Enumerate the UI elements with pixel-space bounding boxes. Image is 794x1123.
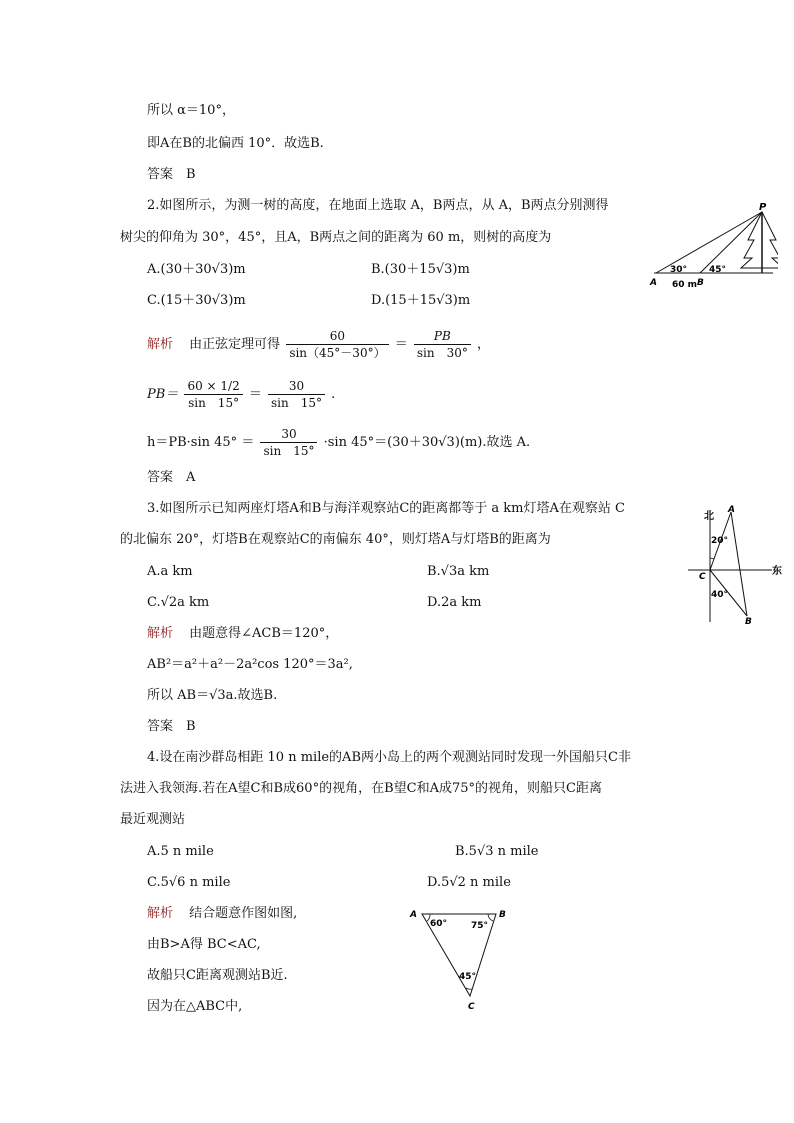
q4-option-d: D.5√2 n mile [427,875,511,890]
label-B: B [745,617,752,627]
label-C: C [468,1002,475,1012]
q2-option-d: D.(15＋15√3)m [371,293,471,308]
q2-solution-row-1: 解析 由正弦定理可得 $\frac{60}{\sin(45^\circ-30^\circ)}$ ＝ $\frac{PB}{\sin 30^\circ}$ ， [147,329,491,360]
q4-solution-row-3: 故船只C距离观测站B近. [147,968,288,983]
fraction: $\frac{60 \times 1/2}{\sin 15^\circ}$ [184,378,242,411]
angle-40: 40° [711,590,729,600]
q3-option-d: D.2a km [427,595,482,610]
label-B: B [697,278,704,288]
q2-option-a: A.(30＋30√3)m [147,262,246,277]
angle-45: 45° [459,972,477,982]
q3-option-a: A.a km [147,564,193,579]
q3-solution-row-1: 解析 由题意得∠ACB＝120°， [147,626,339,641]
line-alpha: 所以 α＝10°， [147,103,235,118]
q3-stem-1: 3.如图所示已知两座灯塔A和B与海洋观察站C的距离都等于 a km灯塔A在观察站 C [147,501,625,516]
q3-solution-row-2: AB²＝a²＋a²－2a²cos 120°＝3a², [147,657,353,672]
q3-stem-2: 的北偏东 20°，灯塔B在观察站C的南偏东 40°，则灯塔A与灯塔B的距离为 [120,532,551,547]
answer-2: 答案 A [147,470,196,485]
q4-stem-3: 最近观测站 [120,812,186,827]
label-P: P [759,202,767,213]
q2-solution-row-2: PB＝ $\frac{60 \times 1/2}{\sin 15^\circ}$ ＝ $\frac{30}{\sin 15^\circ}$ . [147,379,336,410]
q2-solution-row-3: h＝PB·sin 45° ＝ $\frac{30}{\sin 15^\circ}$ ·sin 45°＝(30＋30√3)(m).故选 A. [147,427,531,458]
angle-30: 30° [670,265,688,275]
solution-label: 解析 [147,337,174,352]
north-label: 北 [704,511,714,522]
q4-solution-row-1: 解析 结合题意作图如图, [147,906,298,921]
solution-label: 解析 [147,906,174,921]
triangle-figure [404,904,514,1014]
fraction: $\frac{30}{\sin 15^\circ}$ [268,378,325,411]
q4-option-a: A.5 n mile [147,844,214,859]
q2-stem-2: 树尖的仰角为 30°，45°，且A，B两点之间的距离为 60 m，则树的高度为 [120,230,552,245]
angle-45: 45° [709,265,727,275]
line-conclusion: 即A在B的北偏西 10°．故选B. [147,136,324,151]
q4-solution-row-2: 由B>A得 BC<AC, [147,937,261,952]
east-label: 东 [772,566,782,577]
q4-stem-1: 4.设在南沙群岛相距 10 n mile的AB两小岛上的两个观测站同时发现一外国船只C非 [147,750,631,765]
angle-20: 20° [711,536,729,546]
label-A: A [650,278,657,288]
q3-option-b: B.√3a km [427,564,490,579]
q2-option-c: C.(15＋30√3)m [147,293,246,308]
fraction: $\frac{30}{\sin 15^\circ}$ [260,426,317,459]
fraction: $\frac{PB}{\sin 30^\circ}$ [414,328,471,361]
compass-figure [686,500,786,628]
q4-option-c: C.5√6 n mile [147,875,231,890]
q2-option-b: B.(30＋15√3)m [371,262,470,277]
q2-stem-1: 2.如图所示，为测一树的高度，在地面上选取 A，B两点，从 A，B两点分别测得 [147,198,609,213]
label-A: A [728,505,735,515]
answer-3: 答案 B [147,719,196,734]
fraction: $\frac{60}{\sin(45^\circ-30^\circ)}$ [286,328,388,361]
solution-label: 解析 [147,626,174,641]
angle-75: 75° [471,921,489,931]
angle-60: 60° [430,919,448,929]
label-A: A [410,910,417,920]
q4-solution-row-4: 因为在△ABC中, [147,999,243,1014]
tree-figure [648,200,778,292]
q3-option-c: C.√2a km [147,595,210,610]
label-C: C [699,572,706,582]
q4-stem-2: 法进入我领海.若在A望C和B成60°的视角，在B望C和A成75°的视角，则船只C距离 [120,781,602,796]
q3-solution-row-3: 所以 AB＝√3a.故选B. [147,688,278,703]
label-B: B [499,910,506,920]
distance-label: 60 m [672,280,698,290]
answer-1: 答案 B [147,167,196,182]
q4-option-b: B.5√3 n mile [455,844,539,859]
